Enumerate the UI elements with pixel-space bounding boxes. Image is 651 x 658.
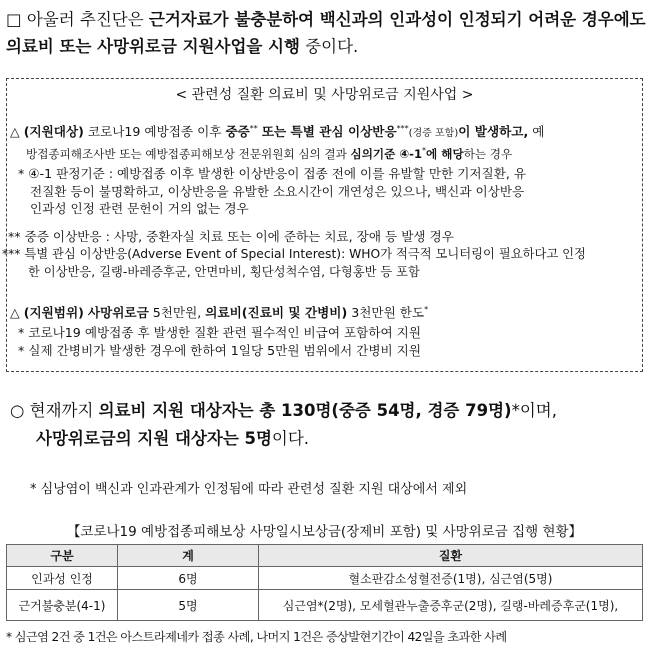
severe-note: ** 중증 이상반응 : 사망, 중환자실 치료 또는 이에 준하는 치료, 장애 등 발생 경우 <box>8 229 454 244</box>
table-cell: 6명 <box>118 567 259 590</box>
target-severe: 중증 <box>225 124 250 140</box>
table-cell: 5명 <box>118 590 259 621</box>
target-criteria: 에 해당 <box>426 147 464 162</box>
special-note <box>2 246 646 281</box>
sup-mark: *** <box>396 124 409 133</box>
payment-table <box>6 544 643 621</box>
table-header: 구분 <box>7 545 118 567</box>
summary-paragraph <box>10 397 646 453</box>
summary-note: * 심낭염이 백신과 인과관계가 인정됨에 따라 관련성 질환 지원 대상에서 제외 <box>30 482 468 497</box>
square-bullet-icon: □ <box>6 10 22 29</box>
summary-bold: 사망위로금의 지원 대상자는 5명 <box>36 429 272 448</box>
scope-death: 사망위로금 <box>87 305 149 321</box>
sup-mark: ** <box>249 124 258 133</box>
intro-paragraph <box>6 6 646 60</box>
target-text: 하는 경우 <box>463 147 513 162</box>
target-label: (지원대상) <box>23 124 84 140</box>
table-row <box>7 590 643 621</box>
scope-text: 5천만원, <box>152 305 202 321</box>
summary-text: 이다. <box>271 429 310 448</box>
scope-text: 3천만원 한도 <box>351 305 425 321</box>
summary-bold: 의료비 지원 대상자는 총 130명(중증 54명, 경증 79명) <box>98 401 512 420</box>
criteria-line: * ④-1 판정기준 : 예방접종 이후 발생한 이상반응이 접종 전에 이를 유발할 만한 기저질환, 유 <box>18 166 527 181</box>
circle-bullet-icon: ○ <box>10 401 25 420</box>
criteria-note <box>18 165 644 218</box>
scope-note-line: * 실제 간병비가 발생한 경우에 한하여 1일당 5만원 범위에서 간병비 지원 <box>18 342 421 358</box>
box-title: < 관련성 질환 의료비 및 사망위로금 지원사업 > <box>175 87 474 103</box>
target-text: 코로나19 예방접종 이후 <box>87 124 222 140</box>
intro-tail: 중이다. <box>305 37 359 56</box>
target-text: 예 <box>532 124 545 140</box>
scope-note-line: * 코로나19 예방접종 후 발생한 질환 관련 필수적인 비급여 포함하여 지원 <box>18 325 421 340</box>
table-cell: 혈소판감소성혈전증(1명), 심근염(5명) <box>259 567 643 590</box>
table-title: 【코로나19 예방접종피해보상 사망일시보상금(장제비 포함) 및 사망위로금 집행 현황】 <box>66 524 583 540</box>
table-header-row <box>7 545 643 567</box>
criteria-line: 인과성 인정 관련 문헌이 거의 없는 경우 <box>30 201 249 216</box>
footnote: * 심근염 2건 중 1건은 아스트라제네카 접종 사례, 나머지 1건은 증상발현기간이 42일을 초과한 사례 <box>6 630 507 644</box>
target-section <box>10 120 642 164</box>
summary-text: *이며, <box>511 401 557 420</box>
intro-text: 아울러 추진단은 <box>26 10 144 29</box>
target-text: 방접종피해조사반 또는 예방접종피해보상 전문위원회 심의 결과 <box>26 147 347 162</box>
table-row <box>7 567 643 590</box>
scope-section <box>10 301 642 322</box>
table-cell: 근거불충분(4-1) <box>7 590 118 621</box>
target-criteria: 심의기준 ④-1 <box>350 147 423 162</box>
intro-bold-text: 근거자료가 불충분하여 백신과의 인과성이 인정되기 어려운 경우에도 의료비 또는 사망위로금 지원사업을 시행 <box>6 10 646 56</box>
target-mild: (경증 포함) <box>408 128 459 140</box>
scope-label: (지원범위) <box>23 305 84 321</box>
triangle-marker-icon: △ <box>10 305 20 321</box>
table-header: 질환 <box>259 545 643 567</box>
sup-mark: * <box>424 305 429 314</box>
scope-notes <box>18 324 644 359</box>
scope-medical: 의료비(진료비 및 간병비) <box>205 305 348 321</box>
summary-text: 현재까지 <box>29 401 94 420</box>
target-special: 또는 특별 관심 이상반응 <box>261 124 397 140</box>
table-cell: 심근염*(2명), 모세혈관누출증후군(2명), 길랭-바레증후군(1명), <box>259 590 643 621</box>
sup-mark: * <box>422 146 427 156</box>
triangle-marker-icon: △ <box>10 124 20 140</box>
special-line: 한 이상반응, 길랭-바레증후군, 안면마비, 횡단성척수염, 다형홍반 등 포함 <box>28 264 420 279</box>
table-header: 계 <box>118 545 259 567</box>
criteria-line: 전질환 등이 불명확하고, 이상반응을 유발한 소요시간이 개연성은 있으나, 백신과 이상반응 <box>30 183 525 199</box>
special-line: *** 특별 관심 이상반응(Adverse Event of Special Interest): WHO가 적극적 모니터링이 필요하다고 인정 <box>2 247 586 261</box>
table-cell: 인과성 인정 <box>7 567 118 590</box>
target-occur: 이 발생하고, <box>458 124 529 140</box>
